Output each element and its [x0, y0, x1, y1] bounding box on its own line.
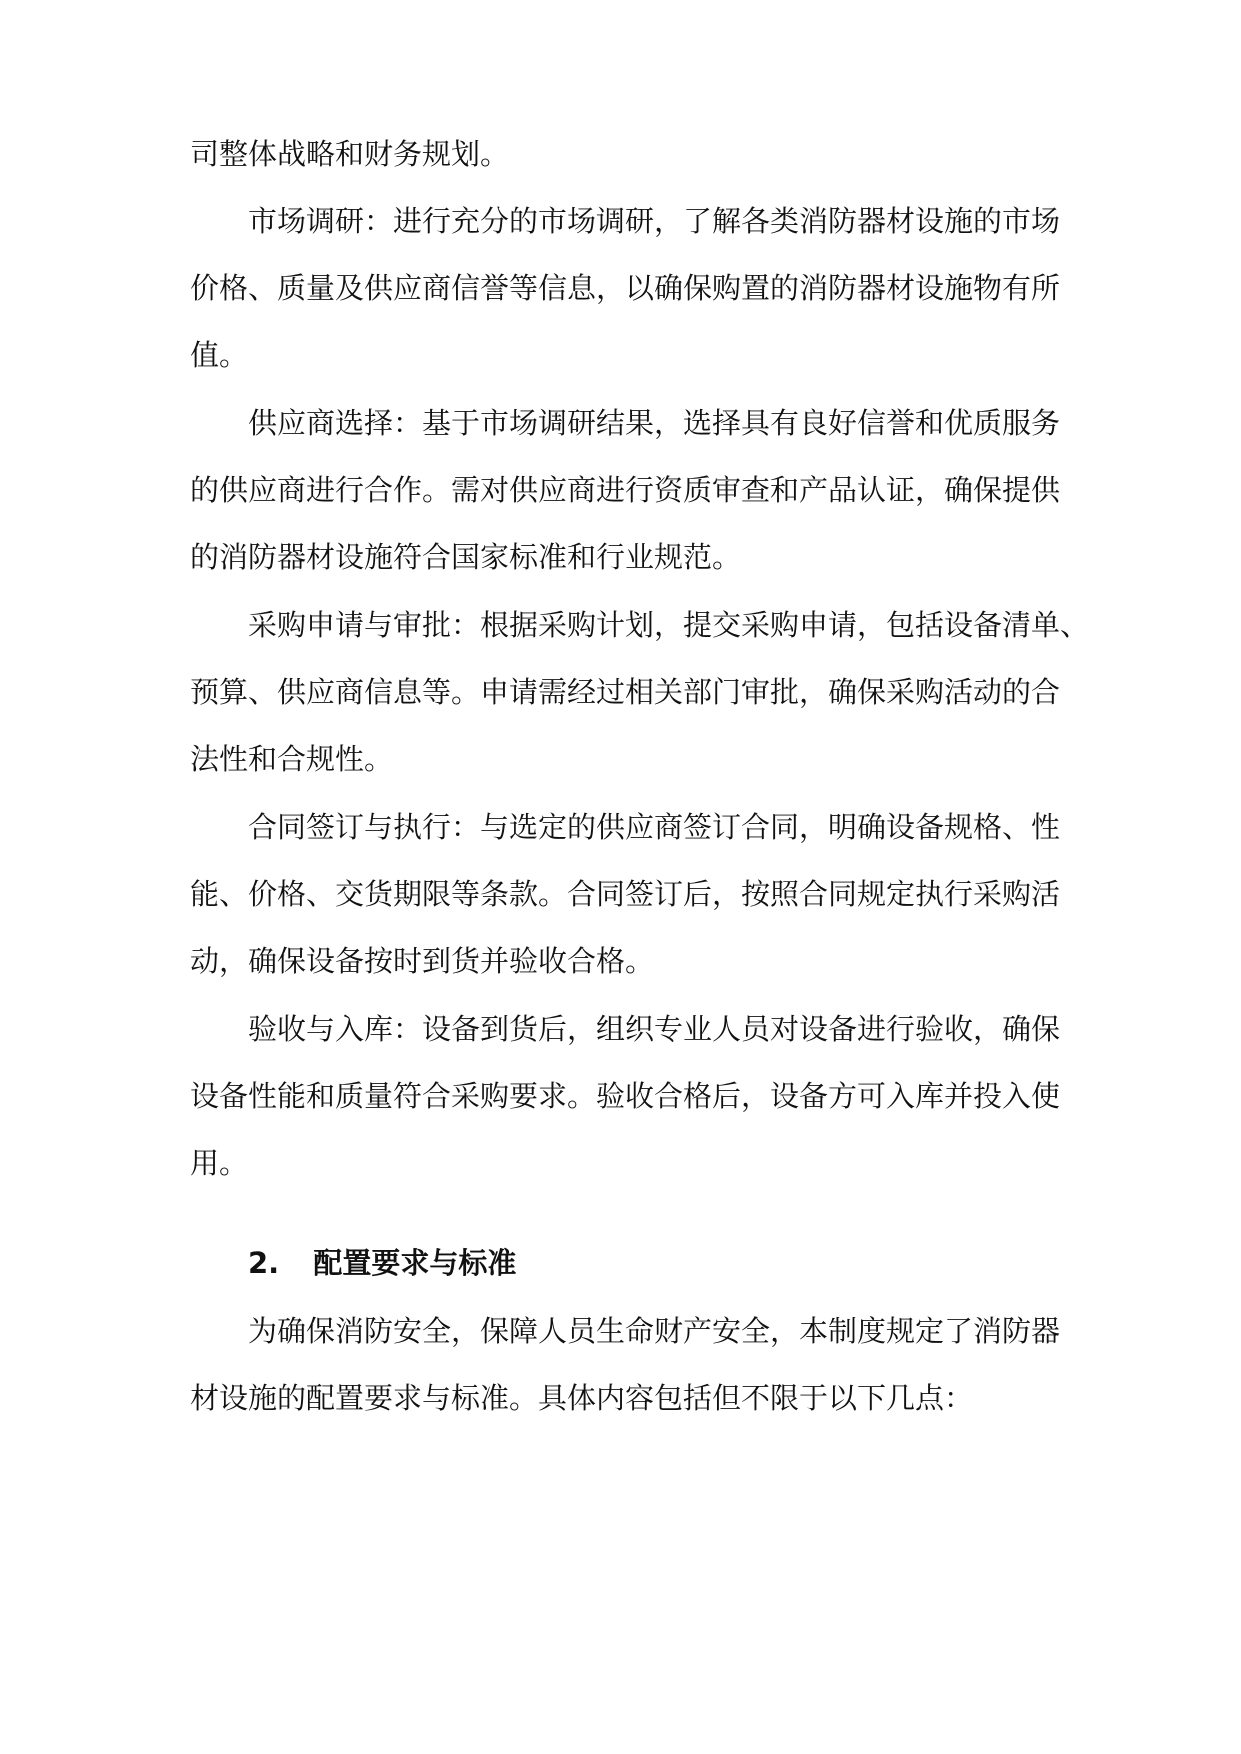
paragraph-line: 合同签订与执行：与选定的供应商签订合同，明确设备规格、性 [248, 810, 1061, 844]
paragraph-line: 材设施的配置要求与标准。具体内容包括但不限于以下几点： [190, 1381, 974, 1415]
paragraph-line: 的消防器材设施符合国家标准和行业规范。 [190, 540, 742, 574]
paragraph-line: 值。 [190, 338, 249, 372]
paragraph-line: 价格、质量及供应商信誉等信息，以确保购置的消防器材设施物有所 [190, 271, 1061, 305]
paragraph-line: 预算、供应商信息等。申请需经过相关部门审批，确保采购活动的合 [190, 675, 1061, 709]
section-title: 配置要求与标准 [313, 1246, 517, 1280]
paragraph-line: 设备性能和质量符合采购要求。验收合格后，设备方可入库并投入使 [190, 1079, 1061, 1113]
section-number: 2. [248, 1246, 280, 1280]
paragraph-line: 验收与入库：设备到货后，组织专业人员对设备进行验收，确保 [248, 1012, 1061, 1046]
paragraph-line: 动，确保设备按时到货并验收合格。 [190, 944, 655, 978]
paragraph-line: 的供应商进行合作。需对供应商进行资质审查和产品认证，确保提供 [190, 473, 1061, 507]
paragraph-line: 用。 [190, 1146, 249, 1180]
paragraph-line: 能、价格、交货期限等条款。合同签订后，按照合同规定执行采购活 [190, 877, 1061, 911]
section-heading [248, 1243, 516, 1283]
paragraph-line: 市场调研：进行充分的市场调研，了解各类消防器材设施的市场 [248, 204, 1061, 238]
paragraph-line: 法性和合规性。 [190, 742, 394, 776]
paragraph-line: 采购申请与审批：根据采购计划，提交采购申请，包括设备清单、 [248, 608, 1090, 642]
paragraph-line: 供应商选择：基于市场调研结果，选择具有良好信誉和优质服务 [248, 406, 1061, 440]
paragraph-line: 为确保消防安全，保障人员生命财产安全，本制度规定了消防器 [248, 1314, 1061, 1348]
paragraph-line: 司整体战略和财务规划。 [190, 137, 510, 171]
